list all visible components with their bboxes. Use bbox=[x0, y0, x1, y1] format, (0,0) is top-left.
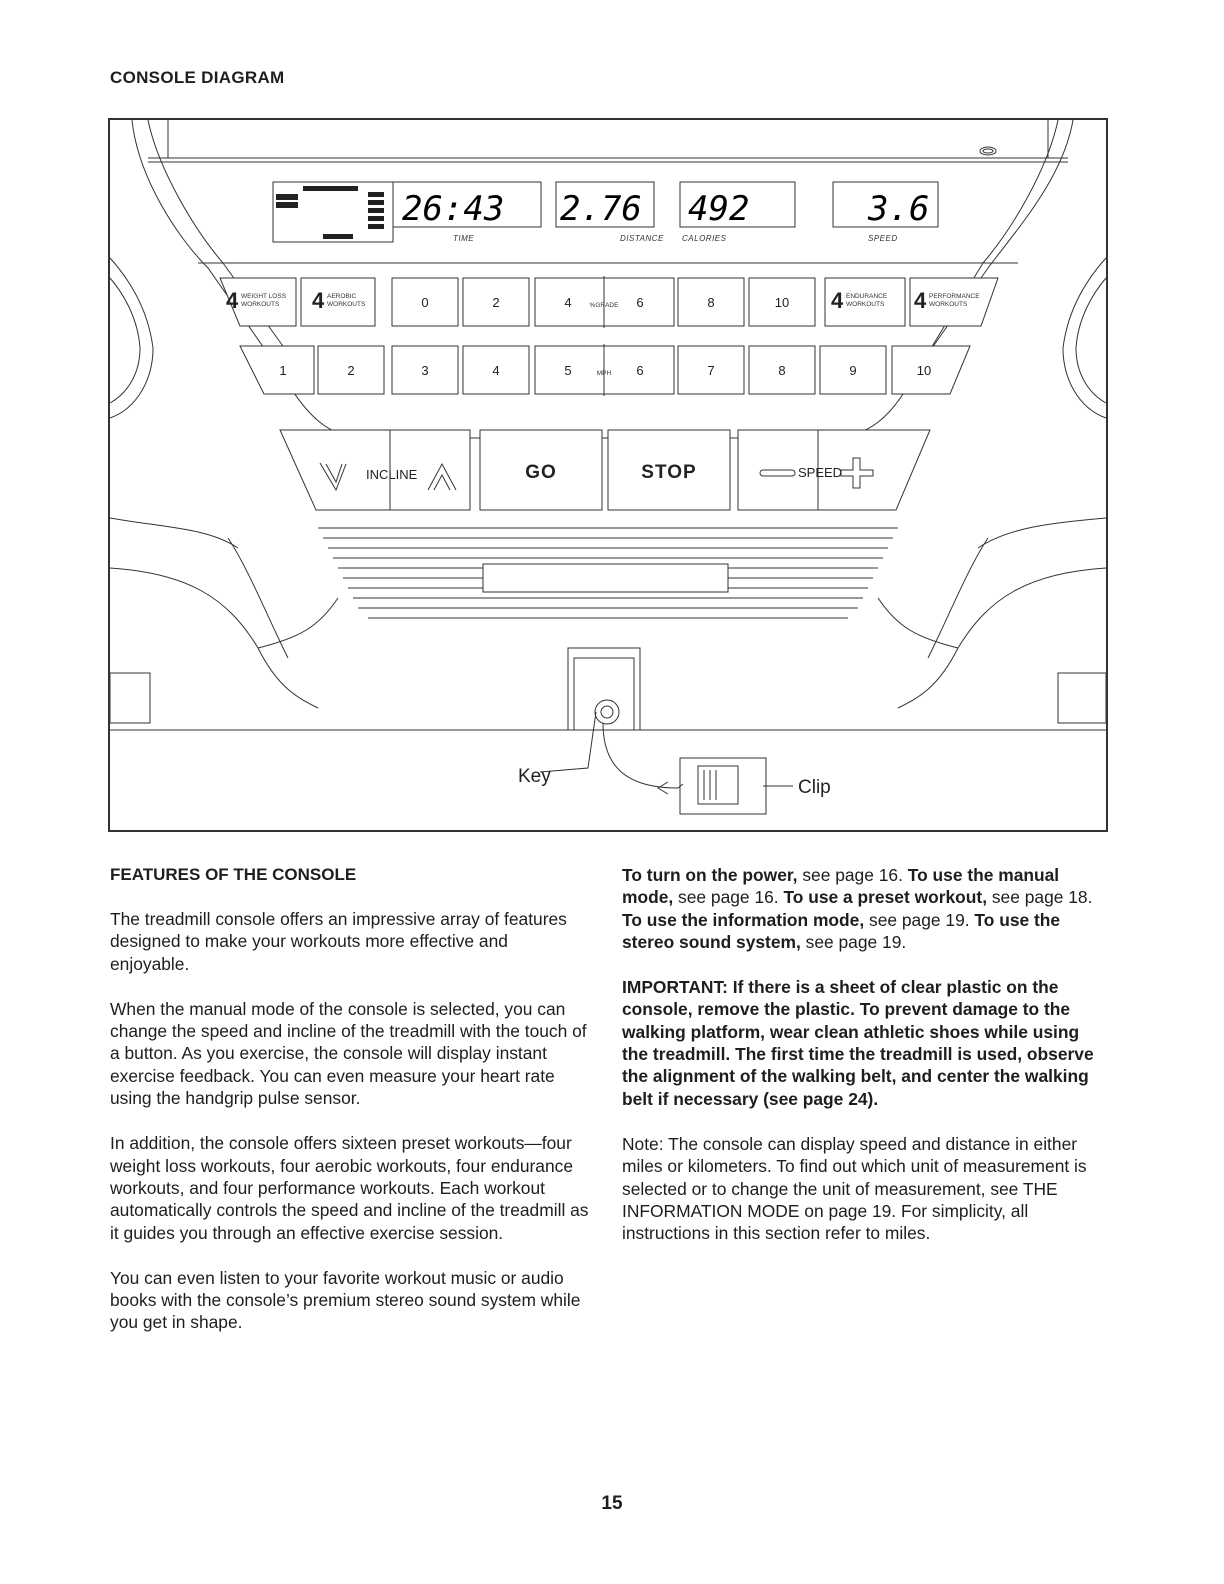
key-label: Key bbox=[518, 766, 551, 787]
incline-button[interactable]: INCLINE bbox=[366, 467, 418, 482]
features-column bbox=[110, 864, 592, 1357]
mph-label: MPH bbox=[596, 370, 612, 377]
distance-display: 2.76 bbox=[560, 189, 642, 229]
grade-key-8[interactable]: 8 bbox=[707, 295, 715, 310]
calories-display: 492 bbox=[688, 189, 750, 229]
important-notice bbox=[622, 976, 1104, 1110]
info-ref-bold: To use the information mode, bbox=[622, 909, 865, 930]
performance-digit: 4 bbox=[914, 288, 927, 313]
mph-key-3[interactable]: 3 bbox=[421, 363, 429, 378]
weight-loss-line1: WEIGHT LOSS bbox=[241, 293, 287, 300]
instructions-column bbox=[622, 864, 1104, 1267]
stop-button[interactable]: STOP bbox=[641, 462, 697, 483]
mph-key-5[interactable]: 5 bbox=[564, 363, 572, 378]
time-display: 26:43 bbox=[402, 189, 505, 229]
aerobic-line2: WORKOUTS bbox=[327, 301, 366, 308]
features-paragraph-2: When the manual mode of the console is selected, you can change the speed and incline of the treadmill with the touch of a button. As you exercise, the console will display instant exercise feedback. You can even measure your heart rate using the handgrip pulse sensor. bbox=[110, 998, 587, 1109]
page-heading: CONSOLE DIAGRAM bbox=[110, 68, 285, 87]
performance-line2: WORKOUTS bbox=[929, 301, 968, 308]
instructions-paragraph bbox=[622, 864, 1104, 953]
units-note: Note: The console can display speed and distance in either miles or kilometers. To find out which unit of measurement is selected or to change the unit of measurement, see THE INFORMATION MODE on page 19. For simplicity, all instructions in this section refer to miles. bbox=[622, 1133, 1087, 1244]
power-ref-bold: To turn on the power, bbox=[622, 865, 798, 885]
info-ref-text: see page 19. bbox=[864, 909, 975, 930]
features-paragraph-3: In addition, the console offers sixteen preset workouts—four weight loss workouts, four aerobic workouts, four endurance workouts, and four performance workouts. Each workout automatically controls the speed and incline of the treadmill as it guides you through an effective exercise session. bbox=[110, 1133, 589, 1243]
time-label: TIME bbox=[453, 234, 475, 243]
manual-ref-text: see page 16. bbox=[673, 887, 784, 908]
mph-key-8[interactable]: 8 bbox=[778, 363, 786, 378]
features-paragraph-4: You can even listen to your favorite workout music or audio books with the console’s premium stereo sound system while you get in shape. bbox=[110, 1267, 581, 1333]
go-button[interactable]: GO bbox=[525, 462, 557, 483]
endurance-line1: ENDURANCE bbox=[846, 293, 888, 300]
important-text: IMPORTANT: If there is a sheet of clear plastic on the console, remove the plastic. To prevent damage to the walking platform, wear clean athletic shoes while using the treadmill. The first time the treadmill is used, observe the alignment of the walking belt, and center the walking belt if necessary (see page 24). bbox=[622, 977, 1094, 1109]
grade-key-2[interactable]: 2 bbox=[492, 295, 500, 310]
manual-ref-bold: To use the manual mode, bbox=[622, 865, 1060, 908]
stereo-ref-bold: To use the stereo sound system, bbox=[622, 909, 1061, 952]
preset-ref-bold: To use a preset workout, bbox=[783, 887, 988, 908]
power-ref-text: see page 16. bbox=[797, 865, 908, 885]
mph-key-2[interactable]: 2 bbox=[347, 363, 355, 378]
distance-label: DISTANCE bbox=[620, 234, 664, 243]
clip-label: Clip bbox=[798, 777, 831, 798]
console-diagram bbox=[108, 118, 1108, 832]
mph-key-9[interactable]: 9 bbox=[849, 363, 857, 378]
stereo-ref-text: see page 19. bbox=[800, 931, 907, 952]
grade-key-10[interactable]: 10 bbox=[774, 295, 790, 310]
grade-label: %GRADE bbox=[589, 302, 619, 309]
grade-key-0[interactable]: 0 bbox=[421, 295, 429, 310]
speed-button[interactable]: SPEED bbox=[798, 465, 843, 480]
speed-display: 3.6 bbox=[868, 189, 930, 229]
mph-key-1[interactable]: 1 bbox=[279, 363, 287, 378]
mph-key-4[interactable]: 4 bbox=[492, 363, 500, 378]
speed-label: SPEED bbox=[868, 234, 898, 243]
weight-loss-line2: WORKOUTS bbox=[241, 301, 280, 308]
calories-label: CALORIES bbox=[682, 234, 727, 243]
grade-key-6[interactable]: 6 bbox=[636, 295, 644, 310]
features-paragraph-1: The treadmill console offers an impressive array of features designed to make your workouts more effective and enjoyable. bbox=[110, 909, 567, 974]
performance-line1: PERFORMANCE bbox=[929, 293, 980, 300]
weight-loss-digit: 4 bbox=[226, 288, 239, 313]
endurance-line2: WORKOUTS bbox=[846, 301, 885, 308]
preset-ref-text: see page 18. bbox=[987, 887, 1093, 908]
mph-key-6[interactable]: 6 bbox=[636, 363, 644, 378]
features-heading: FEATURES OF THE CONSOLE bbox=[110, 865, 357, 884]
grade-key-4[interactable]: 4 bbox=[564, 295, 572, 310]
aerobic-digit: 4 bbox=[312, 288, 325, 313]
mph-key-10[interactable]: 10 bbox=[916, 363, 932, 378]
page-number: 15 bbox=[601, 1493, 623, 1514]
endurance-digit: 4 bbox=[831, 288, 844, 313]
mph-key-7[interactable]: 7 bbox=[707, 363, 715, 378]
aerobic-line1: AEROBIC bbox=[327, 293, 357, 300]
